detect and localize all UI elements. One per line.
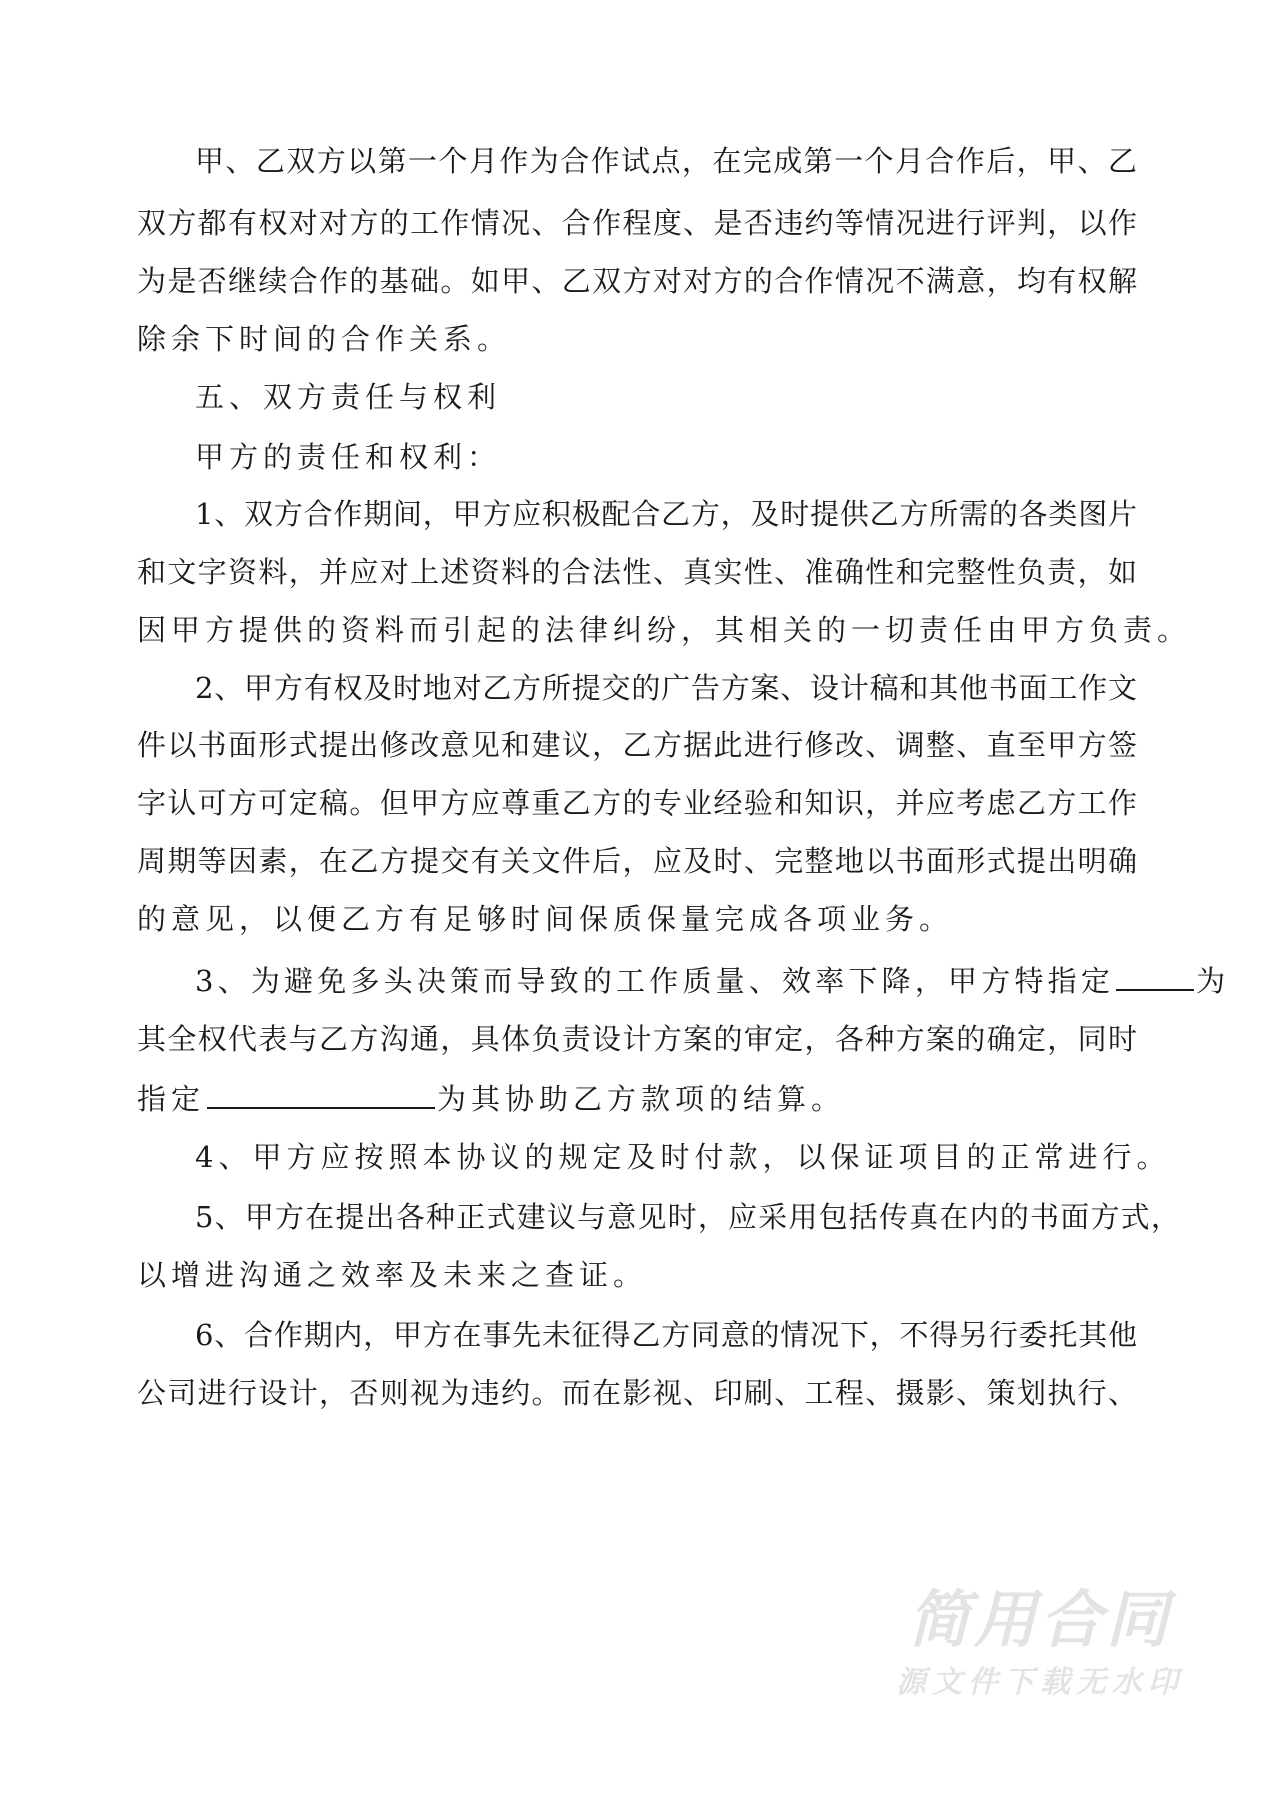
paragraph-line: 甲、乙双方以第一个月作为合作试点，在完成第一个月合作后，甲、乙: [195, 144, 1137, 178]
clause-3-text: 3、为避免多头决策而导致的工作质量、效率下降，甲方特指定: [195, 964, 1115, 998]
clause-3-text: 指定: [137, 1082, 206, 1116]
clause-6-line: 6、合作期内，甲方在事先未征得乙方同意的情况下，不得另行委托其他: [195, 1318, 1137, 1352]
clause-5-line: 5、甲方在提出各种正式建议与意见时，应采用包括传真在内的书面方式，: [195, 1200, 1182, 1234]
section-heading: 五、双方责任与权利: [195, 380, 502, 414]
clause-3-line: [137, 1077, 1137, 1117]
clause-6-line: 公司进行设计，否则视为违约。而在影视、印刷、工程、摄影、策划执行、: [137, 1376, 1137, 1410]
clause-3-line: [195, 959, 1230, 999]
subsection-heading: 甲方的责任和权利：: [195, 440, 502, 474]
watermark-tagline: 源文件下载无水印: [896, 1665, 1184, 1700]
paragraph-line: 为是否继续合作的基础。如甲、乙双方对对方的合作情况不满意，均有权解: [137, 264, 1137, 298]
clause-1-line: 和文字资料，并应对上述资料的合法性、真实性、准确性和完整性负责，如: [137, 555, 1137, 589]
watermark: [880, 1585, 1200, 1705]
clause-3-line: 其全权代表与乙方沟通，具体负责设计方案的审定，各种方案的确定，同时: [137, 1022, 1137, 1056]
clause-1-line: 1、双方合作期间，甲方应积极配合乙方，及时提供乙方所需的各类图片: [195, 497, 1137, 531]
clause-2-line: 的意见，以便乙方有足够时间保质保量完成各项业务。: [137, 902, 954, 936]
settlement-contact-blank[interactable]: [207, 1077, 435, 1109]
clause-3-text: 为: [1196, 964, 1230, 998]
clause-2-line: 件以书面形式提出修改意见和建议，乙方据此进行修改、调整、直至甲方签: [137, 728, 1137, 762]
representative-blank[interactable]: [1116, 959, 1194, 991]
paragraph-line: 双方都有权对对方的工作情况、合作程度、是否违约等情况进行评判，以作: [137, 206, 1137, 240]
clause-2-line: 字认可方可定稿。但甲方应尊重乙方的专业经验和知识，并应考虑乙方工作: [137, 786, 1137, 820]
watermark-brand: 简用合同: [907, 1583, 1172, 1656]
clause-2-line: 周期等因素，在乙方提交有关文件后，应及时、完整地以书面形式提出明确: [137, 844, 1137, 878]
clause-3-text: 为其协助乙方款项的结算。: [437, 1082, 846, 1116]
clause-4-line: 4、甲方应按照本协议的规定及时付款，以保证项目的正常进行。: [195, 1140, 1171, 1174]
paragraph-line: 除余下时间的合作关系。: [137, 322, 512, 356]
clause-5-line: 以增进沟通之效率及未来之查证。: [137, 1258, 648, 1292]
clause-1-line: 因甲方提供的资料而引起的法律纠纷，其相关的一切责任由甲方负责。: [137, 613, 1192, 647]
clause-2-line: 2、甲方有权及时地对乙方所提交的广告方案、设计稿和其他书面工作文: [195, 671, 1137, 705]
